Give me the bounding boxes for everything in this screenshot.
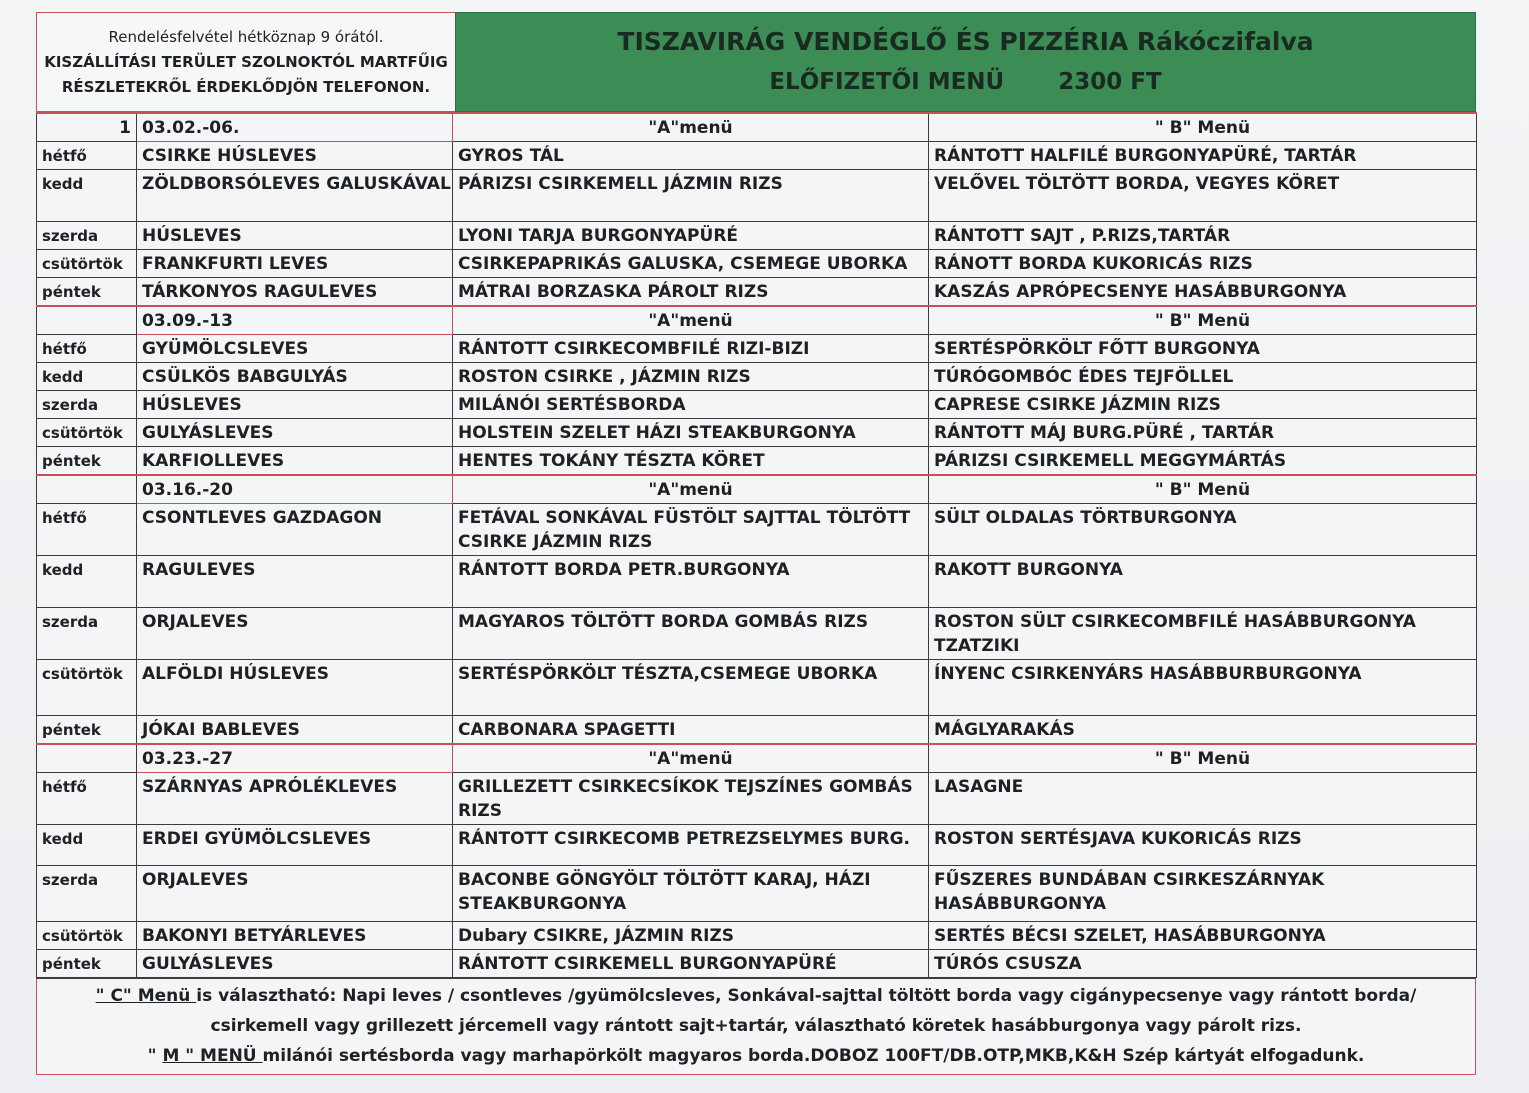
b-menu-dish: TÚRÓGOMBÓC ÉDES TEJFÖLLEL (929, 363, 1477, 391)
day-row (37, 504, 1477, 556)
day-row (37, 363, 1477, 391)
weekday-label: péntek (37, 447, 137, 476)
b-menu-dish: SERTÉSPÖRKÖLT FŐTT BURGONYA (929, 335, 1477, 363)
day-row (37, 922, 1477, 950)
week-date-range: 03.09.-13 (137, 306, 453, 335)
b-menu-dish: ROSTON SÜLT CSIRKECOMBFILÉ HASÁBBURGONYA TZATZIKI (929, 608, 1477, 660)
menu-header (36, 12, 1476, 112)
b-menu-dish: PÁRIZSI CSIRKEMELL MEGGYMÁRTÁS (929, 447, 1477, 476)
weekday-label: hétfő (37, 773, 137, 825)
soup-cell: HÚSLEVES (137, 222, 453, 250)
week-date-range: 03.02.-06. (137, 113, 453, 142)
day-row (37, 608, 1477, 660)
menu-footer (36, 978, 1476, 1075)
day-row (37, 391, 1477, 419)
soup-cell: RAGULEVES (137, 556, 453, 608)
day-row (37, 556, 1477, 608)
soup-cell: TÁRKONYOS RAGULEVES (137, 278, 453, 307)
a-menu-dish: Dubary CSIKRE, JÁZMIN RIZS (453, 922, 929, 950)
b-menu-dish: MÁGLYARAKÁS (929, 716, 1477, 745)
a-menu-dish: ROSTON CSIRKE , JÁZMIN RIZS (453, 363, 929, 391)
a-menu-dish: BACONBE GÖNGYÖLT TÖLTÖTT KARAJ, HÁZI STEAKBURGONYA (453, 866, 929, 922)
week-number (37, 475, 137, 504)
a-menu-dish: MAGYAROS TÖLTÖTT BORDA GOMBÁS RIZS (453, 608, 929, 660)
week-date-range: 03.23.-27 (137, 744, 453, 773)
b-menu-dish: RÁNTOTT SAJT , P.RIZS,TARTÁR (929, 222, 1477, 250)
b-menu-dish: RAKOTT BURGONYA (929, 556, 1477, 608)
a-menu-dish: GYROS TÁL (453, 142, 929, 170)
day-row (37, 950, 1477, 978)
a-menu-dish: SERTÉSPÖRKÖLT TÉSZTA,CSEMEGE UBORKA (453, 660, 929, 716)
day-row (37, 447, 1477, 476)
day-row (37, 335, 1477, 363)
weekday-label: kedd (37, 170, 137, 222)
a-menu-header: "A"menü (453, 475, 929, 504)
b-menu-dish: RÁNOTT BORDA KUKORICÁS RIZS (929, 250, 1477, 278)
week-date-range: 03.16.-20 (137, 475, 453, 504)
restaurant-title: TISZAVIRÁG VENDÉGLŐ ÉS PIZZÉRIA Rákóczifalva (617, 27, 1314, 56)
soup-cell: KARFIOLLEVES (137, 447, 453, 476)
weekday-label: szerda (37, 391, 137, 419)
b-menu-dish: VELŐVEL TÖLTÖTT BORDA, VEGYES KÖRET (929, 170, 1477, 222)
soup-cell: ALFÖLDI HÚSLEVES (137, 660, 453, 716)
c-menu-line-2: csirkemell vagy grillezett jércemell vagy rántott sajt+tartár, választható köretek hasábburgonya vagy párolt rizs. (210, 1016, 1302, 1036)
a-menu-header: "A"menü (453, 113, 929, 142)
soup-cell: GULYÁSLEVES (137, 950, 453, 978)
soup-cell: HÚSLEVES (137, 391, 453, 419)
weekday-label: csütörtök (37, 419, 137, 447)
soup-cell: CSONTLEVES GAZDAGON (137, 504, 453, 556)
c-menu-label: " C" Menü (95, 986, 197, 1006)
a-menu-dish: HENTES TOKÁNY TÉSZTA KÖRET (453, 447, 929, 476)
day-row (37, 250, 1477, 278)
b-menu-dish: FŰSZERES BUNDÁBAN CSIRKESZÁRNYAK HASÁBBURGONYA (929, 866, 1477, 922)
b-menu-header: " B" Menü (929, 744, 1477, 773)
weekday-label: péntek (37, 950, 137, 978)
soup-cell: SZÁRNYAS APRÓLÉKLEVES (137, 773, 453, 825)
week-header-row (37, 744, 1477, 773)
a-menu-dish: RÁNTOTT CSIRKECOMBFILÉ RIZI-BIZI (453, 335, 929, 363)
a-menu-dish: CSIRKEPAPRIKÁS GALUSKA, CSEMEGE UBORKA (453, 250, 929, 278)
soup-cell: CSÜLKÖS BABGULYÁS (137, 363, 453, 391)
b-menu-dish: LASAGNE (929, 773, 1477, 825)
a-menu-dish: MILÁNÓI SERTÉSBORDA (453, 391, 929, 419)
b-menu-dish: TÚRÓS CSUSZA (929, 950, 1477, 978)
day-row (37, 222, 1477, 250)
menu-subtitle-row (769, 62, 1161, 102)
a-menu-dish: RÁNTOTT CSIRKECOMB PETREZSELYMES BURG. (453, 825, 929, 866)
weekday-label: kedd (37, 556, 137, 608)
m-menu-label: M " MENÜ (162, 1046, 263, 1066)
b-menu-dish: ÍNYENC CSIRKENYÁRS HASÁBBURBURGONYA (929, 660, 1477, 716)
weekday-label: kedd (37, 363, 137, 391)
b-menu-header: " B" Menü (929, 306, 1477, 335)
weekday-label: péntek (37, 278, 137, 307)
day-row (37, 419, 1477, 447)
delivery-area-line: KISZÁLLÍTÁSI TERÜLET SZOLNOKTÓL MARTFŰIG (44, 52, 448, 71)
a-menu-dish: MÁTRAI BORZASKA PÁROLT RIZS (453, 278, 929, 307)
m-menu-text: milánói sertésborda vagy marhapörkölt magyaros borda.DOBOZ 100FT/DB.OTP,MKB,K&H Szép kártyát elfogadunk. (262, 1046, 1365, 1066)
m-menu-prefix: " (147, 1046, 163, 1066)
soup-cell: ERDEI GYÜMÖLCSLEVES (137, 825, 453, 866)
menu-price: 2300 FT (1058, 69, 1162, 95)
soup-cell: JÓKAI BABLEVES (137, 716, 453, 745)
a-menu-dish: CARBONARA SPAGETTI (453, 716, 929, 745)
a-menu-dish: GRILLEZETT CSIRKECSÍKOK TEJSZÍNES GOMBÁS RIZS (453, 773, 929, 825)
weekday-label: csütörtök (37, 922, 137, 950)
c-menu-line-1 (47, 981, 1465, 1011)
soup-cell: FRANKFURTI LEVES (137, 250, 453, 278)
soup-cell: CSIRKE HÚSLEVES (137, 142, 453, 170)
week-number (37, 744, 137, 773)
week-header-row (37, 306, 1477, 335)
weekday-label: kedd (37, 825, 137, 866)
c-menu-text: is választható: Napi leves / csontleves /gyümölcsleves, Sonkával-sajttal töltött borda vagy cigánypecsenye vagy rántott borda/ (196, 986, 1417, 1006)
b-menu-dish: SÜLT OLDALAS TÖRTBURGONYA (929, 504, 1477, 556)
a-menu-dish: FETÁVAL SONKÁVAL FÜSTÖLT SAJTTAL TÖLTÖTT CSIRKE JÁZMIN RIZS (453, 504, 929, 556)
soup-cell: GULYÁSLEVES (137, 419, 453, 447)
weekday-label: szerda (37, 222, 137, 250)
soup-cell: BAKONYI BETYÁRLEVES (137, 922, 453, 950)
weekday-label: hétfő (37, 142, 137, 170)
soup-cell: ZÖLDBORSÓLEVES GALUSKÁVAL (137, 170, 453, 222)
week-header-row (37, 113, 1477, 142)
weekday-label: csütörtök (37, 250, 137, 278)
day-row (37, 773, 1477, 825)
b-menu-header: " B" Menü (929, 113, 1477, 142)
b-menu-dish: SERTÉS BÉCSI SZELET, HASÁBBURGONYA (929, 922, 1477, 950)
a-menu-dish: PÁRIZSI CSIRKEMELL JÁZMIN RIZS (453, 170, 929, 222)
week-number (37, 306, 137, 335)
b-menu-dish: ROSTON SERTÉSJAVA KUKORICÁS RIZS (929, 825, 1477, 866)
a-menu-dish: LYONI TARJA BURGONYAPÜRÉ (453, 222, 929, 250)
menu-table (36, 112, 1477, 978)
weekday-label: szerda (37, 866, 137, 922)
b-menu-header: " B" Menü (929, 475, 1477, 504)
b-menu-dish: RÁNTOTT MÁJ BURG.PÜRÉ , TARTÁR (929, 419, 1477, 447)
soup-cell: ORJALEVES (137, 608, 453, 660)
a-menu-dish: HOLSTEIN SZELET HÁZI STEAKBURGONYA (453, 419, 929, 447)
a-menu-header: "A"menü (453, 744, 929, 773)
day-row (37, 142, 1477, 170)
day-row (37, 825, 1477, 866)
a-menu-header: "A"menü (453, 306, 929, 335)
day-row (37, 716, 1477, 745)
menu-table-body (37, 113, 1477, 978)
a-menu-dish: RÁNTOTT CSIRKEMELL BURGONYAPÜRÉ (453, 950, 929, 978)
weekday-label: péntek (37, 716, 137, 745)
b-menu-dish: CAPRESE CSIRKE JÁZMIN RIZS (929, 391, 1477, 419)
phone-info-line: RÉSZLETEKRŐL ÉRDEKLŐDJÖN TELEFONON. (61, 77, 431, 96)
b-menu-dish: RÁNTOTT HALFILÉ BURGONYAPÜRÉ, TARTÁR (929, 142, 1477, 170)
order-info-line: Rendelésfelvétel hétköznap 9 órától. (108, 27, 384, 46)
menu-subtitle: ELŐFIZETŐI MENÜ (769, 69, 1005, 95)
week-number: 1 (37, 113, 137, 142)
soup-cell: ORJALEVES (137, 866, 453, 922)
m-menu-line (47, 1041, 1465, 1071)
soup-cell: GYÜMÖLCSLEVES (137, 335, 453, 363)
day-row (37, 278, 1477, 307)
day-row (37, 660, 1477, 716)
menu-document (36, 12, 1476, 1075)
week-header-row (37, 475, 1477, 504)
weekday-label: hétfő (37, 335, 137, 363)
weekday-label: csütörtök (37, 660, 137, 716)
day-row (37, 866, 1477, 922)
order-info-box (36, 12, 455, 112)
day-row (37, 170, 1477, 222)
weekday-label: szerda (37, 608, 137, 660)
b-menu-dish: KASZÁS APRÓPECSENYE HASÁBBURGONYA (929, 278, 1477, 307)
restaurant-title-box (455, 12, 1476, 112)
weekday-label: hétfő (37, 504, 137, 556)
a-menu-dish: RÁNTOTT BORDA PETR.BURGONYA (453, 556, 929, 608)
